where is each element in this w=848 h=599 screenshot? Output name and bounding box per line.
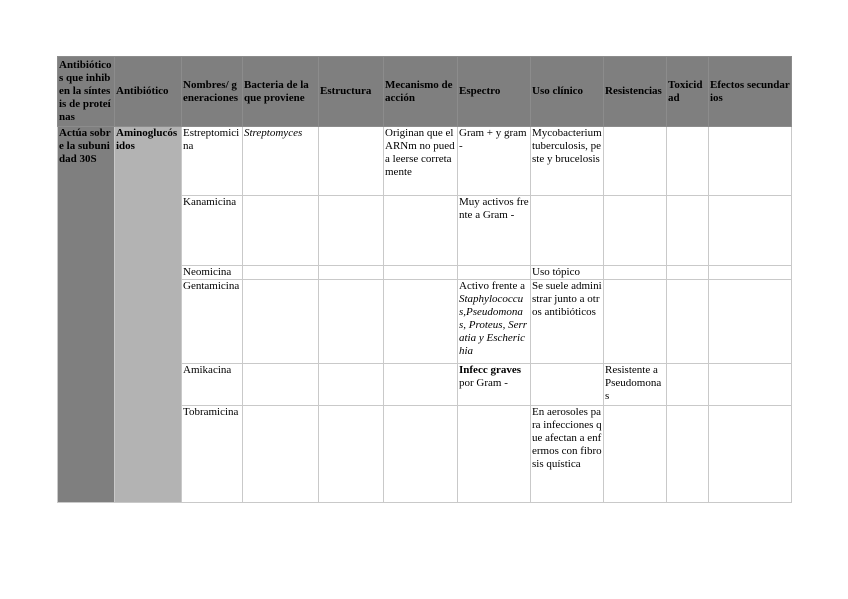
header-cell: Mecanismo de acción	[384, 57, 458, 127]
estructura-cell	[319, 406, 384, 503]
header-cell: Toxicidad	[667, 57, 709, 127]
espectro-cell	[458, 364, 531, 406]
bacteria-cell: Streptomyces	[243, 127, 319, 196]
espectro-cell	[458, 266, 531, 280]
resistencias-cell	[604, 196, 667, 266]
drug-name-cell: Gentamicina	[182, 280, 243, 364]
header-cell: Uso clínico	[531, 57, 604, 127]
mecanismo-cell: Originan que el ARNm no pueda leerse corretamente	[384, 127, 458, 196]
drug-name-cell: Kanamicina	[182, 196, 243, 266]
uso-clinico-cell	[531, 196, 604, 266]
group-label-cell: Actúa sobre la subunidad 30S	[58, 127, 115, 503]
resistencias-cell: Resistente a Pseudomonas	[604, 364, 667, 406]
header-cell: Antibiótico	[115, 57, 182, 127]
resistencias-cell	[604, 280, 667, 364]
mecanismo-cell	[384, 406, 458, 503]
uso-clinico-cell	[531, 364, 604, 406]
toxicidad-cell	[667, 266, 709, 280]
bacteria-cell	[243, 196, 319, 266]
drug-name-cell: Neomicina	[182, 266, 243, 280]
bacteria-cell	[243, 266, 319, 280]
uso-clinico-cell: Se suele administrar junto a otros antibióticos	[531, 280, 604, 364]
bacteria-cell	[243, 364, 319, 406]
espectro-cell: Gram + y gram -	[458, 127, 531, 196]
bacteria-cell	[243, 280, 319, 364]
header-cell: Resistencias	[604, 57, 667, 127]
uso-clinico-cell: En aerosoles para infecciones que afectan a enfermos con fibrosis quística	[531, 406, 604, 503]
drug-name-cell: Estreptomicina	[182, 127, 243, 196]
estructura-cell	[319, 266, 384, 280]
header-cell: Antibióticos que inhiben la síntesis de proteínas	[58, 57, 115, 127]
espectro-cell	[458, 406, 531, 503]
estructura-cell	[319, 364, 384, 406]
espectro-cell: Muy activos frente a Gram -	[458, 196, 531, 266]
espectro-text: por Gram -	[459, 377, 508, 389]
estructura-cell	[319, 196, 384, 266]
header-cell: Bacteria de la que proviene	[243, 57, 319, 127]
header-row	[58, 57, 792, 127]
toxicidad-cell	[667, 406, 709, 503]
header-cell: Espectro	[458, 57, 531, 127]
toxicidad-cell	[667, 280, 709, 364]
mecanismo-cell	[384, 364, 458, 406]
drug-name-cell: Amikacina	[182, 364, 243, 406]
antibiotics-table	[57, 56, 792, 503]
drug-name-cell: Tobramicina	[182, 406, 243, 503]
class-label-cell: Aminoglucósidos	[115, 127, 182, 503]
espectro-text: Activo frente a	[459, 280, 525, 292]
toxicidad-cell	[667, 364, 709, 406]
bacteria-cell	[243, 406, 319, 503]
mecanismo-cell	[384, 280, 458, 364]
estructura-cell	[319, 127, 384, 196]
toxicidad-cell	[667, 196, 709, 266]
toxicidad-cell	[667, 127, 709, 196]
efectos-cell	[709, 127, 792, 196]
header-cell: Nombres/ generaciones	[182, 57, 243, 127]
efectos-cell	[709, 364, 792, 406]
efectos-cell	[709, 280, 792, 364]
espectro-cell	[458, 280, 531, 364]
efectos-cell	[709, 266, 792, 280]
mecanismo-cell	[384, 266, 458, 280]
resistencias-cell	[604, 266, 667, 280]
resistencias-cell	[604, 406, 667, 503]
uso-clinico-cell: Mycobacterium tuberculosis, peste y brucelosis	[531, 127, 604, 196]
header-cell: Estructura	[319, 57, 384, 127]
efectos-cell	[709, 406, 792, 503]
table-row	[58, 127, 792, 196]
efectos-cell	[709, 196, 792, 266]
header-cell: Efectos secundarios	[709, 57, 792, 127]
document-page	[57, 56, 792, 503]
espectro-bold-text: Infecc graves	[459, 364, 522, 376]
espectro-organisms: Staphylococcus,Pseudomonas, Proteus, Serratia y Escherichia	[459, 293, 528, 357]
resistencias-cell	[604, 127, 667, 196]
mecanismo-cell	[384, 196, 458, 266]
estructura-cell	[319, 280, 384, 364]
uso-clinico-cell: Uso tópico	[531, 266, 604, 280]
